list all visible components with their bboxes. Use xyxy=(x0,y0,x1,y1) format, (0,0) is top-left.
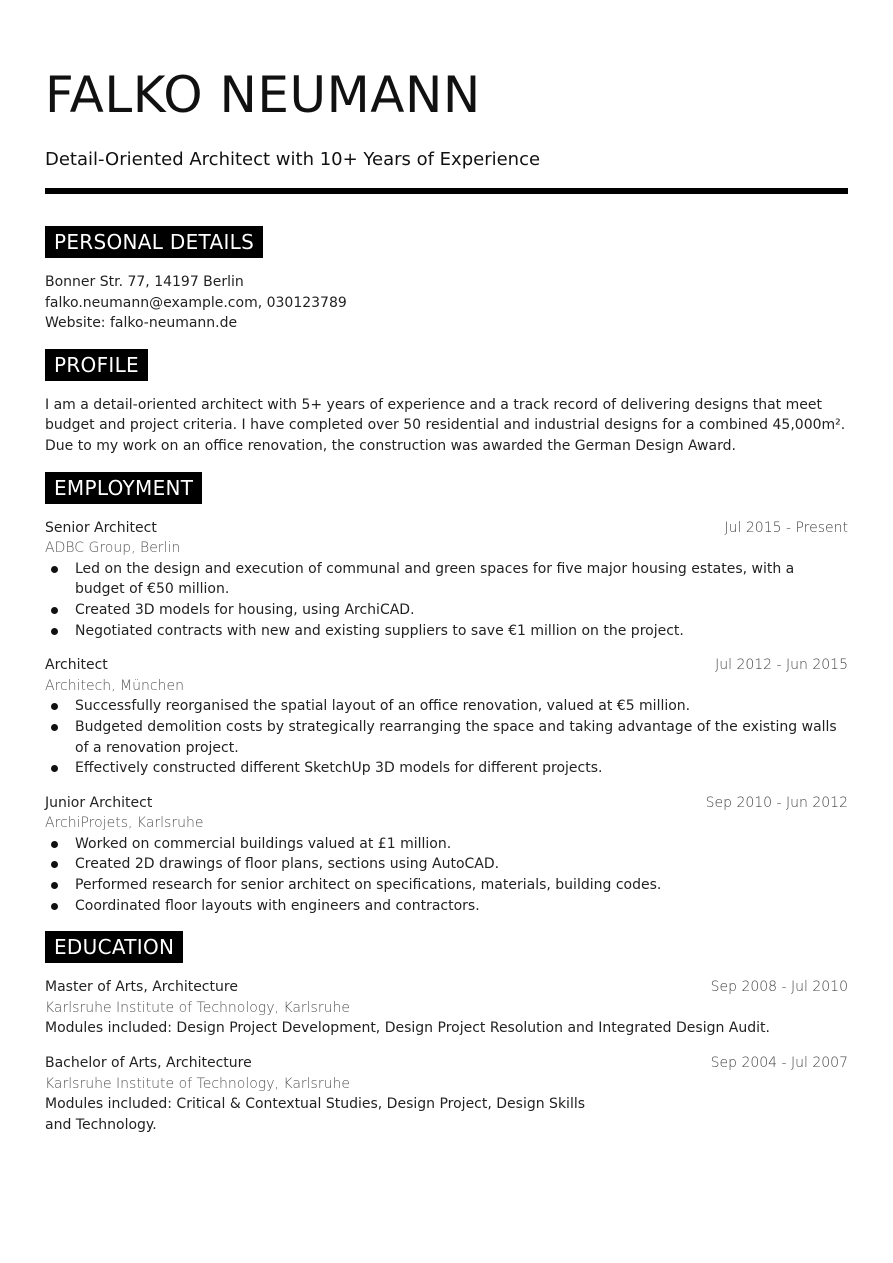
education-description: Modules included: Design Project Development, Design Project Resolution and Integrated Design Audit. xyxy=(45,1020,770,1037)
section-title-profile: PROFILE xyxy=(45,349,148,381)
profile-summary: I am a detail-oriented architect with 5+ years of experience and a track record of delivering designs that meet budget and project criteria. I have completed over 50 residential and industrial designs for a combined 45,000m². Due to my work on an office renovation, the construction was awarded the German Design Award. xyxy=(45,396,846,454)
education-dates: Sep 2004 - Jul 2007 xyxy=(710,1055,848,1072)
job-employer: ArchiProjets, Karlsruhe xyxy=(45,815,204,832)
section-title-employment: EMPLOYMENT xyxy=(45,472,202,504)
job-bullets xyxy=(45,559,848,641)
job-dates: Jul 2015 - Present xyxy=(724,519,848,536)
job-entry xyxy=(45,793,848,917)
section-employment xyxy=(45,472,848,917)
education-entry xyxy=(45,977,848,1039)
job-title: Junior Architect xyxy=(45,794,153,811)
school-name: Karlsruhe Institute of Technology, Karlsruhe xyxy=(45,999,350,1016)
bullet-item: Led on the design and execution of communal and green spaces for five major housing estates, with a budget of €50 million. xyxy=(75,559,848,600)
bullet-item: Created 3D models for housing, using ArchiCAD. xyxy=(75,600,848,621)
bullet-item: Coordinated floor layouts with engineers and contractors. xyxy=(75,896,848,917)
job-bullets xyxy=(45,834,848,916)
address: Bonner Str. 77, 14197 Berlin xyxy=(45,274,244,290)
job-entry xyxy=(45,518,848,642)
education-dates: Sep 2008 - Jul 2010 xyxy=(710,979,848,996)
bullet-item: Successfully reorganised the spatial layout of an office renovation, valued at €5 million. xyxy=(75,696,848,717)
education-entry xyxy=(45,1053,848,1135)
school-name: Karlsruhe Institute of Technology, Karlsruhe xyxy=(45,1075,350,1092)
job-dates: Sep 2010 - Jun 2012 xyxy=(705,794,848,811)
header-divider xyxy=(45,188,848,194)
job-bullets xyxy=(45,696,848,778)
bullet-item: Worked on commercial buildings valued at £1 million. xyxy=(75,834,848,855)
job-title: Senior Architect xyxy=(45,519,157,536)
section-profile xyxy=(45,349,848,457)
contact-info: falko.neumann@example.com, 030123789 xyxy=(45,294,347,311)
candidate-name: FALKO NEUMANN xyxy=(45,66,481,124)
job-title: Architect xyxy=(45,657,108,674)
job-employer: ADBC Group, Berlin xyxy=(45,540,181,557)
bullet-item: Performed research for senior architect on specifications, materials, building codes. xyxy=(75,875,848,896)
resume-content xyxy=(45,226,848,1135)
bullet-item: Negotiated contracts with new and existing suppliers to save €1 million on the project. xyxy=(75,621,848,642)
section-title-education: EDUCATION xyxy=(45,931,183,963)
bullet-item: Effectively constructed different SketchUp 3D models for different projects. xyxy=(75,758,848,779)
section-personal-details xyxy=(45,226,848,334)
section-title-personal-details: PERSONAL DETAILS xyxy=(45,226,263,258)
bullet-item: Created 2D drawings of floor plans, sections using AutoCAD. xyxy=(75,854,848,875)
degree-title: Master of Arts, Architecture xyxy=(45,979,238,996)
education-description: Modules included: Critical & Contextual Studies, Design Project, Design Skills and Technology. xyxy=(45,1096,586,1133)
degree-title: Bachelor of Arts, Architecture xyxy=(45,1055,252,1072)
bullet-item: Budgeted demolition costs by strategically rearranging the space and taking advantage of the existing walls of a renovation project. xyxy=(75,717,848,758)
section-education xyxy=(45,931,848,1135)
candidate-headline: Detail-Oriented Architect with 10+ Years of Experience xyxy=(45,149,541,170)
website: Website: falko-neumann.de xyxy=(45,315,238,332)
job-employer: Architech, München xyxy=(45,677,184,694)
job-dates: Jul 2012 - Jun 2015 xyxy=(715,657,848,674)
job-entry xyxy=(45,655,848,779)
